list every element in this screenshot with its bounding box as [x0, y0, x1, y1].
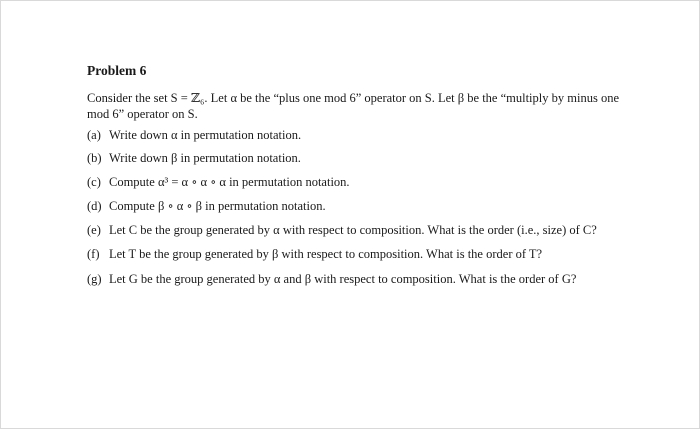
- problem-part-c: [87, 175, 619, 190]
- part-label: (g): [87, 272, 102, 286]
- part-label: (d): [87, 199, 102, 213]
- problem-block: [87, 63, 619, 287]
- part-label: (a): [87, 128, 101, 142]
- part-label: (b): [87, 151, 102, 165]
- problem-part-g: [87, 272, 619, 287]
- part-text: Let T be the group generated by β with respect to composition. What is the order of T?: [109, 247, 543, 261]
- part-label: (f): [87, 247, 100, 261]
- part-text: Let G be the group generated by α and β with respect to composition. What is the order of G?: [109, 272, 577, 286]
- part-text: Let C be the group generated by α with respect to composition. What is the order (i.e., size) of C?: [109, 223, 597, 237]
- problem-part-b: [87, 151, 619, 166]
- problem-part-e: [87, 223, 619, 238]
- part-text: Compute α³ = α ∘ α ∘ α in permutation notation.: [109, 175, 350, 189]
- problem-part-d: [87, 199, 619, 214]
- part-label: (e): [87, 223, 101, 237]
- problem-title: Problem 6: [87, 63, 147, 78]
- part-text: Write down α in permutation notation.: [109, 128, 302, 142]
- problem-part-a: [87, 128, 619, 143]
- part-text: Write down β in permutation notation.: [109, 151, 301, 165]
- problem-part-f: [87, 247, 619, 262]
- problem-intro: Consider the set S = ℤ₆. Let α be the “plus one mod 6” operator on S. Let β be the “multiply by minus one mod 6” operator on S.: [87, 91, 619, 121]
- part-text: Compute β ∘ α ∘ β in permutation notation.: [109, 199, 326, 213]
- part-label: (c): [87, 175, 101, 189]
